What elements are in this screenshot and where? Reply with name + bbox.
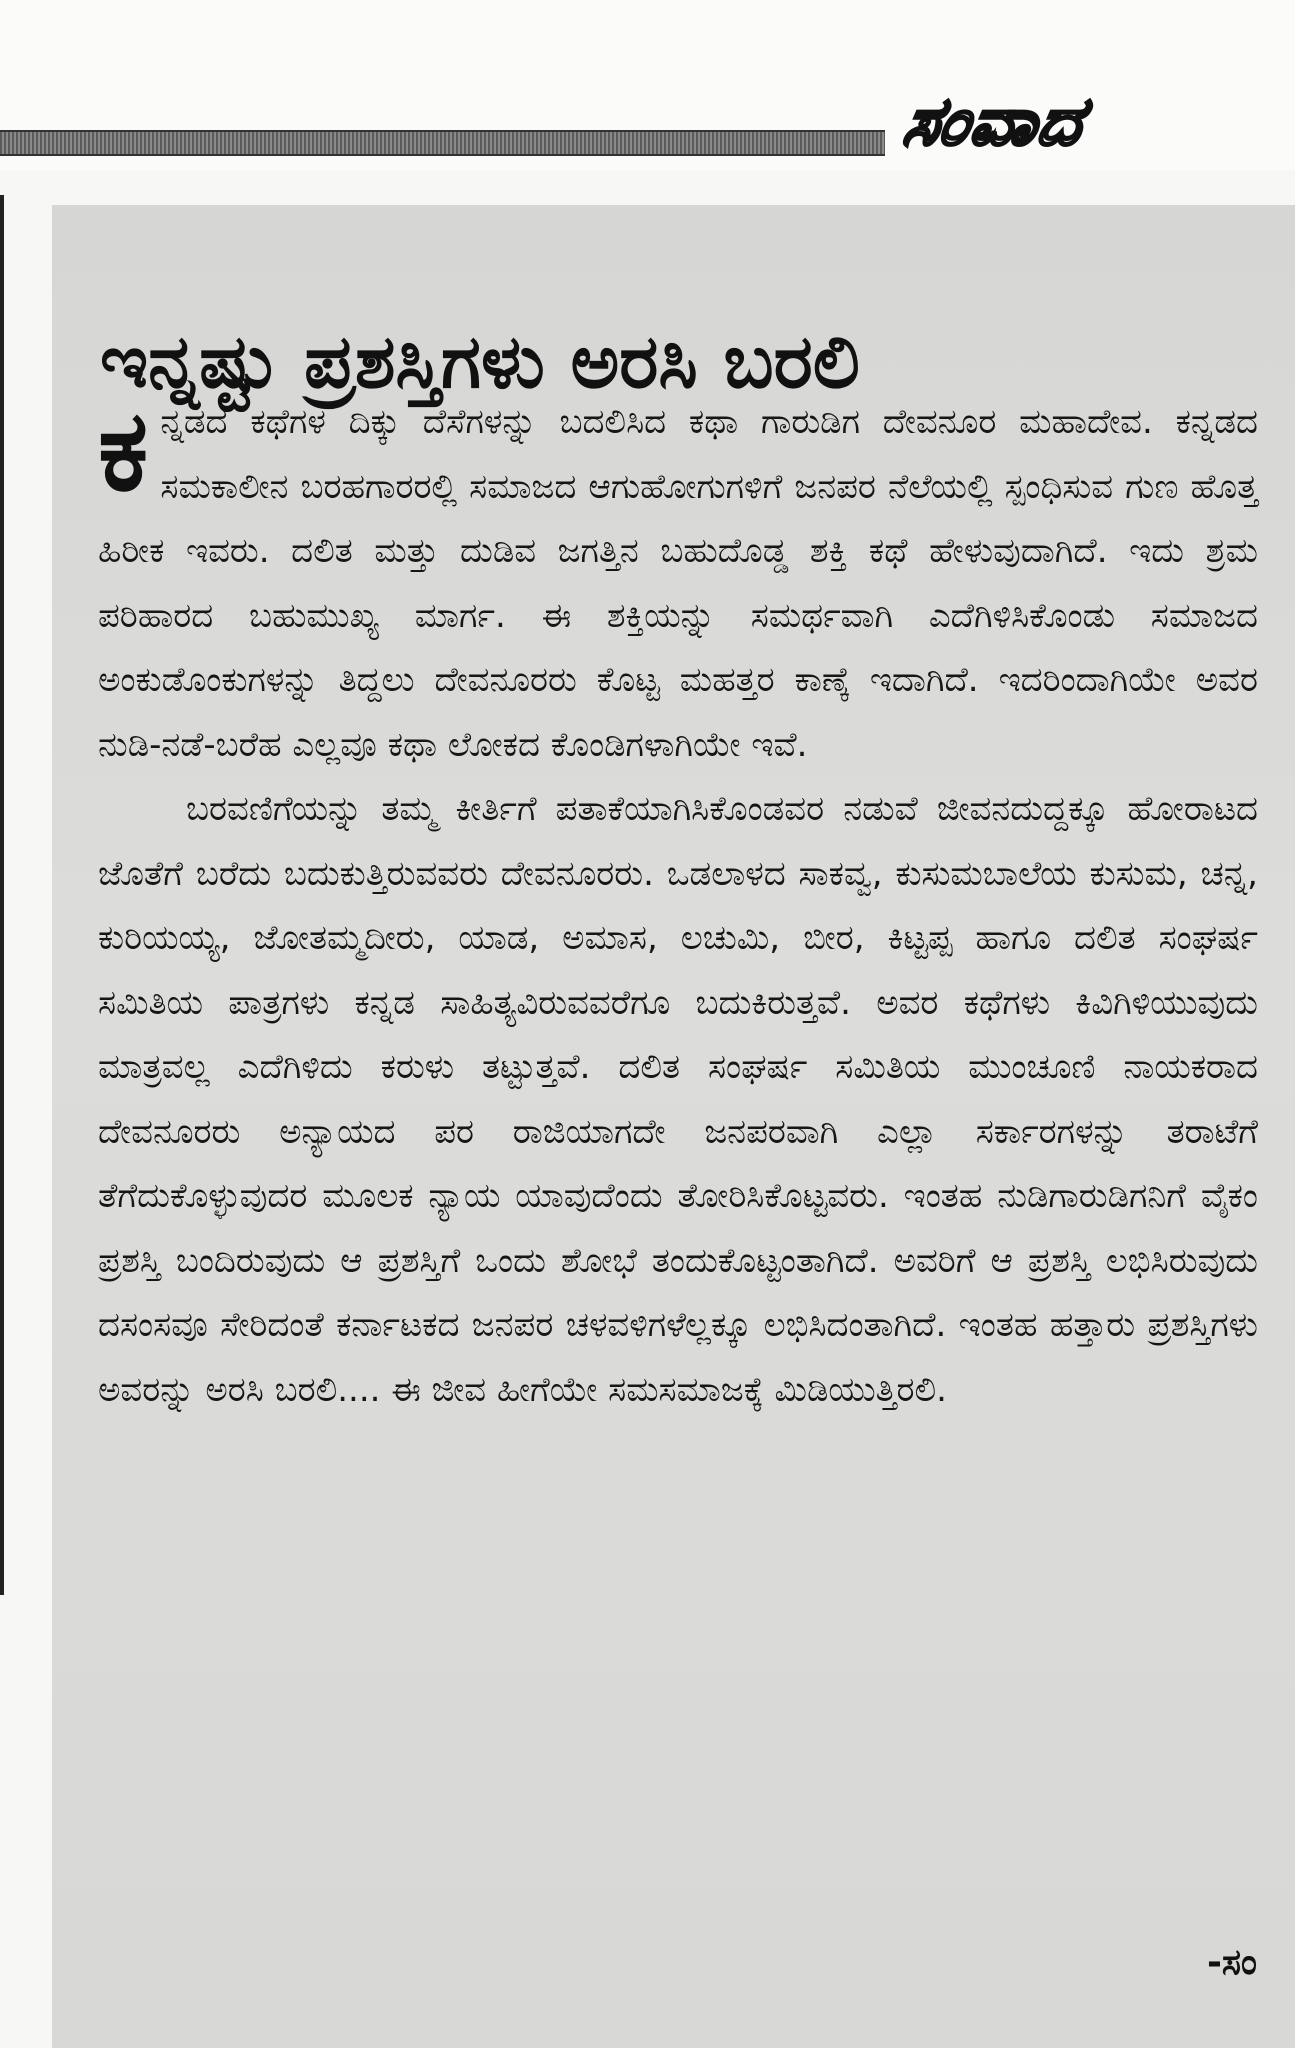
article-paragraph-1 [98, 386, 1258, 777]
article-title: ಇನ್ನಷ್ಟು ಪ್ರಶಸ್ತಿಗಳು ಅರಸಿ ಬರಲಿ [100, 318, 860, 405]
paragraph-1-text: ನ್ನಡದ ಕಥೆಗಳ ದಿಕ್ಕು ದೆಸೆಗಳನ್ನು ಬದಲಿಸಿದ ಕಥಾ ಗಾರುಡಿಗ ದೇವನೂರ ಮಹಾದೇವ. ಕನ್ನಡದ ಸಮಕಾಲೀನ ಬರಹಗಾರರಲ್ಲಿ ಸಮಾಜದ ಆಗುಹೋಗುಗಳಿಗೆ ಜನಪರ ನೆಲೆಯಲ್ಲಿ ಸ್ಪಂಧಿಸುವ ಗುಣ ಹೊತ್ತ ಹಿರೀಕ ಇವರು. ದಲಿತ ಮತ್ತು ದುಡಿವ ಜಗತ್ತಿನ ಬಹುದೊಡ್ಡ ಶಕ್ತಿ ಕಥೆ ಹೇಳುವುದಾಗಿದೆ. ಇದು ಶ್ರಮ ಪರಿಹಾರದ ಬಹುಮುಖ್ಯ ಮಾರ್ಗ. ಈ ಶಕ್ತಿಯನ್ನು ಸಮರ್ಥವಾಗಿ ಎದೆಗಿಳಿಸಿಕೊಂಡು ಸಮಾಜದ ಅಂಕುಡೊಂಕುಗಳನ್ನು ತಿದ್ದಲು ದೇವನೂರರು ಕೊಟ್ಟ ಮಹತ್ತರ ಕಾಣ್ಕೆ ಇದಾಗಿದೆ. ಇದರಿಂದಾಗಿಯೇ ಅವರ ನುಡಿ-ನಡೆ-ಬರೆಹ ಎಲ್ಲವೂ ಕಥಾ ಲೋಕದ ಕೊಂಡಿಗಳಾಗಿಯೇ ಇವೆ. [98, 402, 1258, 765]
header-rule [0, 130, 885, 156]
samvada-logo: ಸಂವಾದ [898, 83, 1091, 160]
page-header [0, 0, 1295, 170]
article-paragraph-2: ಬರವಣಿಗೆಯನ್ನು ತಮ್ಮ ಕೀರ್ತಿಗೆ ಪತಾಕೆಯಾಗಿಸಿಕೊಂಡವರ ನಡುವೆ ಜೀವನದುದ್ದಕ್ಕೂ ಹೋರಾಟದ ಜೊತೆಗೆ ಬರೆದು ಬದುಕುತ್ತಿರುವವರು ದೇವನೂರರು. ಒಡಲಾಳದ ಸಾಕವ್ವ, ಕುಸುಮಬಾಲೆಯ ಕುಸುಮ, ಚನ್ನ, ಕುರಿಯಯ್ಯ, ಜೋತಮ್ಮದೀರು, ಯಾಡ, ಅಮಾಸ, ಲಚುಮಿ, ಬೀರ, ಕಿಟ್ಟಪ್ಪ ಹಾಗೂ ದಲಿತ ಸಂಘರ್ಷ ಸಮಿತಿಯ ಪಾತ್ರಗಳು ಕನ್ನಡ ಸಾಹಿತ್ಯವಿರುವವರೆಗೂ ಬದುಕಿರುತ್ತವೆ. ಅವರ ಕಥೆಗಳು ಕಿವಿಗಿಳಿಯುವುದು ಮಾತ್ರವಲ್ಲ ಎದೆಗಿಳಿದು ಕರುಳು ತಟ್ಟುತ್ತವೆ. ದಲಿತ ಸಂಘರ್ಷ ಸಮಿತಿಯ ಮುಂಚೂಣಿ ನಾಯಕರಾದ ದೇವನೂರರು ಅನ್ಯಾಯದ ಪರ ರಾಜಿಯಾಗದೇ ಜನಪರವಾಗಿ ಎಲ್ಲಾ ಸರ್ಕಾರಗಳನ್ನು ತರಾಟೆಗೆ ತೆಗೆದುಕೊಳ್ಳುವುದರ ಮೂಲಕ ನ್ಯಾಯ ಯಾವುದೆಂದು ತೋರಿಸಿಕೊಟ್ಟವರು. ಇಂತಹ ನುಡಿಗಾರುಡಿಗನಿಗೆ ವೈಕಂ ಪ್ರಶಸ್ತಿ ಬಂದಿರುವುದು ಆ ಪ್ರಶಸ್ತಿಗೆ ಒಂದು ಶೋಭೆ ತಂದುಕೊಟ್ಟಂತಾಗಿದೆ. ಅವರಿಗೆ ಆ ಪ್ರಶಸ್ತಿ ಲಭಿಸಿರುವುದು ದಸಂಸವೂ ಸೇರಿದಂತೆ ಕರ್ನಾಟಕದ ಜನಪರ ಚಳವಳಿಗಳೆಲ್ಲಕ್ಕೂ ಲಭಿಸಿದಂತಾಗಿದೆ. ಇಂತಹ ಹತ್ತಾರು ಪ್ರಶಸ್ತಿಗಳು ಅವರನ್ನು ಅರಸಿ ಬರಲಿ.... ಈ ಜೀವ ಹೀಗೆಯೇ ಸಮಸಮಾಜಕ್ಕೆ ಮಿಡಿಯುತ್ತಿರಲಿ. [98, 789, 1258, 1410]
author-signature: -ಸಂ [1206, 1942, 1257, 1983]
article-body [98, 386, 1258, 1422]
page-edge-rule [0, 195, 4, 1595]
drop-cap: ಕ [98, 386, 149, 516]
